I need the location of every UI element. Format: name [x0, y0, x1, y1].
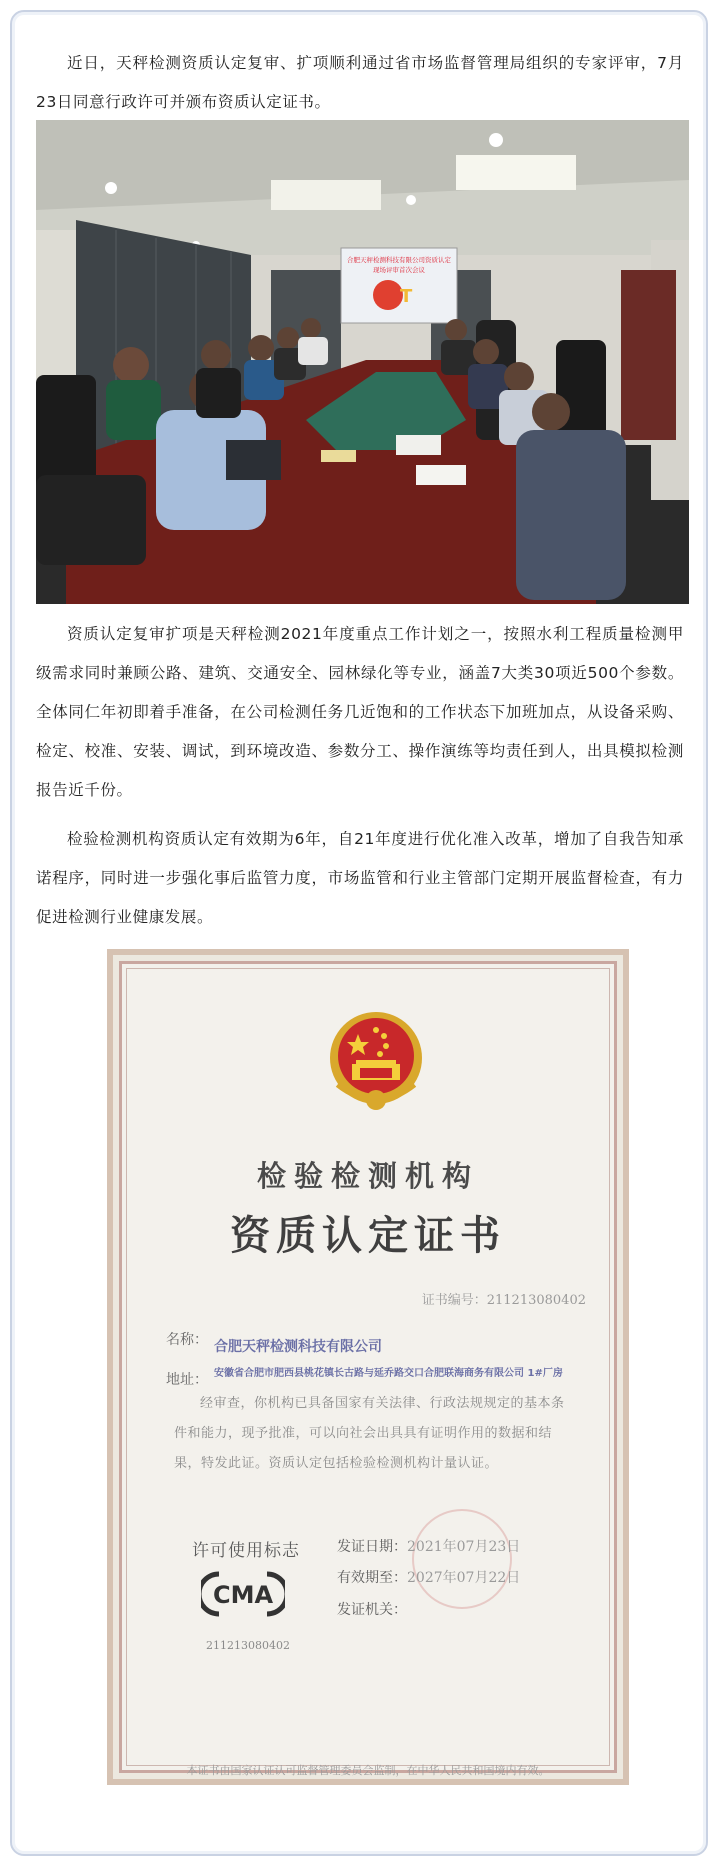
svg-text:T: T [400, 286, 413, 307]
valid-date: 2027年07月22日 [407, 1570, 521, 1586]
certificate-number-value: 211213080402 [486, 1293, 586, 1308]
certificate-title-line1: 检验检测机构 [256, 1159, 479, 1193]
issue-date-label: 发证日期： [337, 1539, 407, 1555]
certificate-body-text: 经审查，你机构已具备国家有关法律、行政法规规定的基本条件和能力，现予批准，可以向社会出具具有证明作用的数据和结果，特发此证。资质认定包括检验检测机构计量认证。 [174, 1396, 565, 1471]
screen-text-2: 现场评审首次会议 [373, 266, 425, 274]
institution-address: 安徽省合肥市肥西县桃花镇长古路与延乔路交口合肥联海商务有限公司 1#厂房 [214, 1368, 563, 1379]
certificate-image [107, 949, 629, 1785]
valid-date-row [337, 1567, 520, 1587]
institution-name: 合肥天秤检测科技有限公司 [214, 1339, 382, 1355]
cma-logo-icon [201, 1569, 285, 1619]
certificate-number-label: 证书编号： [421, 1293, 487, 1308]
issue-date: 2021年07月23日 [407, 1539, 521, 1555]
valid-date-label: 有效期至： [337, 1570, 407, 1586]
name-label: 名称： [166, 1332, 208, 1348]
national-emblem-icon [326, 1006, 426, 1118]
certificate-footer: 本证书由国家认证认可监督管理委员会监制，在中华人民共和国境内有效。 [186, 1764, 550, 1777]
official-seal [412, 1509, 512, 1609]
plan-paragraph: 资质认定复审扩项是天秤检测2021年度重点工作计划之一，按照水利工程质量检测甲级需求同时兼顾公路、建筑、交通安全、园林绿化等专业，涵盖7大类30项近500个参数。全体同仁年初即着手准备，在公司检测任务几近饱和的工作状态下加班加点，从设备采购、检定、校准、安装、调试，到环境改造、参数分工、操作演练等均责任到人，出具模拟检测报告近千份。 [36, 625, 684, 799]
intro-paragraph: 近日，天秤检测资质认定复审、扩项顺利通过省市场监督管理局组织的专家评审，7月23日同意行政许可并颁布资质认定证书。 [36, 54, 684, 111]
issue-date-row [337, 1536, 520, 1556]
license-mark-number: 211213080402 [206, 1639, 290, 1652]
cma-mark-text: CMA [212, 1581, 274, 1609]
address-label: 地址： [166, 1372, 208, 1388]
certificate-title-line2: 资质认定证书 [230, 1212, 506, 1259]
authority-label: 发证机关： [337, 1602, 407, 1618]
validity-paragraph: 检验检测机构资质认定有效期为6年，自21年度进行优化准入改革，增加了自我告知承诺程序，同时进一步强化事后监管力度，市场监管和行业主管部门定期开展监督检查，有力促进检测行业健康发展。 [36, 830, 684, 926]
license-mark-title: 许可使用标志 [192, 1541, 300, 1561]
authority-row [337, 1599, 407, 1619]
meeting-photo [36, 120, 689, 604]
screen-text-1: 合肥天秤检测科技有限公司资质认定 [347, 256, 451, 264]
certificate-number [422, 1289, 586, 1308]
certificate-border [119, 961, 617, 1777]
